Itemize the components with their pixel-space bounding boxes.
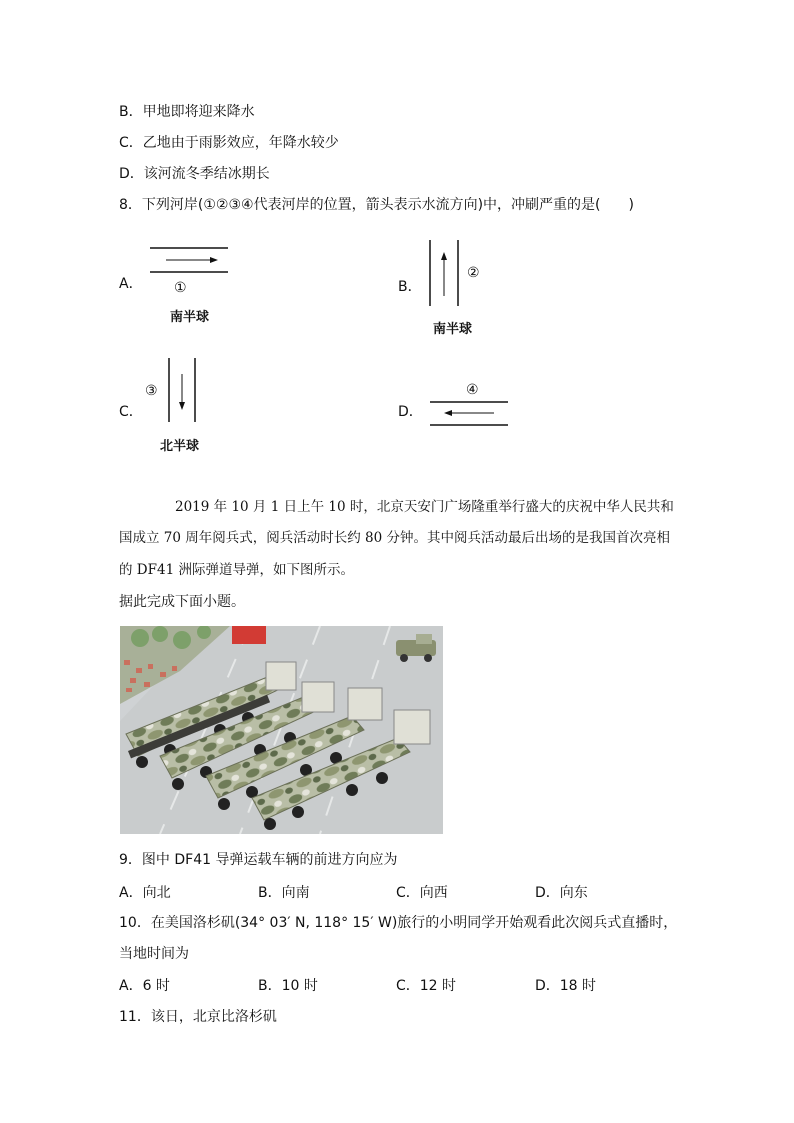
passage-line-1: 2019 年 10 月 1 日上午 10 时，北京天安门广场隆重举行盛大的庆祝中华人民共和 bbox=[175, 499, 674, 515]
flow-arrowhead-up bbox=[441, 252, 447, 260]
river-figure-b bbox=[424, 238, 464, 308]
q8-option-a-label: A． bbox=[119, 276, 143, 292]
q10-stem: 10．在美国洛杉矶(34° 03′ N, 118° 15′ W)旅行的小明同学开始观看此次阅兵式直播时， bbox=[119, 915, 678, 931]
q8-option-c-label: C． bbox=[119, 404, 143, 420]
passage-line-2: 国成立 70 周年阅兵式，阅兵活动时长约 80 分钟。其中阅兵活动最后出场的是我国首次亮相 bbox=[119, 530, 671, 546]
q10-option-c: C．12 时 bbox=[396, 978, 457, 994]
flow-arrowhead-down bbox=[179, 402, 185, 410]
q8-stem: 8．下列河岸(①②③④代表河岸的位置，箭头表示水流方向)中，冲刷严重的是( ) bbox=[119, 197, 634, 213]
bank-mark-2: ② bbox=[467, 265, 480, 281]
q8-option-b-label: B． bbox=[398, 279, 422, 295]
q9-option-d: D．向东 bbox=[535, 885, 588, 901]
flow-arrowhead-left bbox=[444, 410, 452, 416]
passage-line-3: 的 DF41 洲际弹道导弹，如下图所示。 bbox=[119, 562, 354, 578]
river-figure-c bbox=[163, 356, 203, 424]
river-figure-a bbox=[148, 240, 230, 276]
q10-option-a: A．6 时 bbox=[119, 978, 170, 994]
q10-stem-continued: 当地时间为 bbox=[119, 946, 189, 962]
df41-parade-photo bbox=[120, 626, 443, 834]
q7-option-c: C．乙地由于雨影效应，年降水较少 bbox=[119, 135, 339, 151]
hemisphere-label-a: 南半球 bbox=[170, 310, 210, 325]
bank-mark-3: ③ bbox=[145, 383, 158, 399]
q9-option-b: B．向南 bbox=[258, 885, 310, 901]
q11-stem: 11．该日，北京比洛杉矶 bbox=[119, 1009, 277, 1025]
q9-stem: 9．图中 DF41 导弹运载车辆的前进方向应为 bbox=[119, 852, 398, 868]
hemisphere-label-c: 北半球 bbox=[160, 439, 200, 454]
bank-mark-4: ④ bbox=[466, 382, 479, 398]
q9-option-a: A．向北 bbox=[119, 885, 171, 901]
q7-option-d: D．该河流冬季结冰期长 bbox=[119, 166, 270, 182]
bank-mark-1: ① bbox=[174, 280, 187, 296]
q9-option-c: C．向西 bbox=[396, 885, 448, 901]
hemisphere-label-b: 南半球 bbox=[433, 322, 473, 337]
flow-arrowhead-right bbox=[210, 257, 218, 263]
q10-option-d: D．18 时 bbox=[535, 978, 597, 994]
instruction: 据此完成下面小题。 bbox=[119, 594, 245, 610]
q8-option-d-label: D． bbox=[398, 404, 423, 420]
q10-option-b: B．10 时 bbox=[258, 978, 318, 994]
q7-option-b: B．甲地即将迎来降水 bbox=[119, 104, 255, 120]
